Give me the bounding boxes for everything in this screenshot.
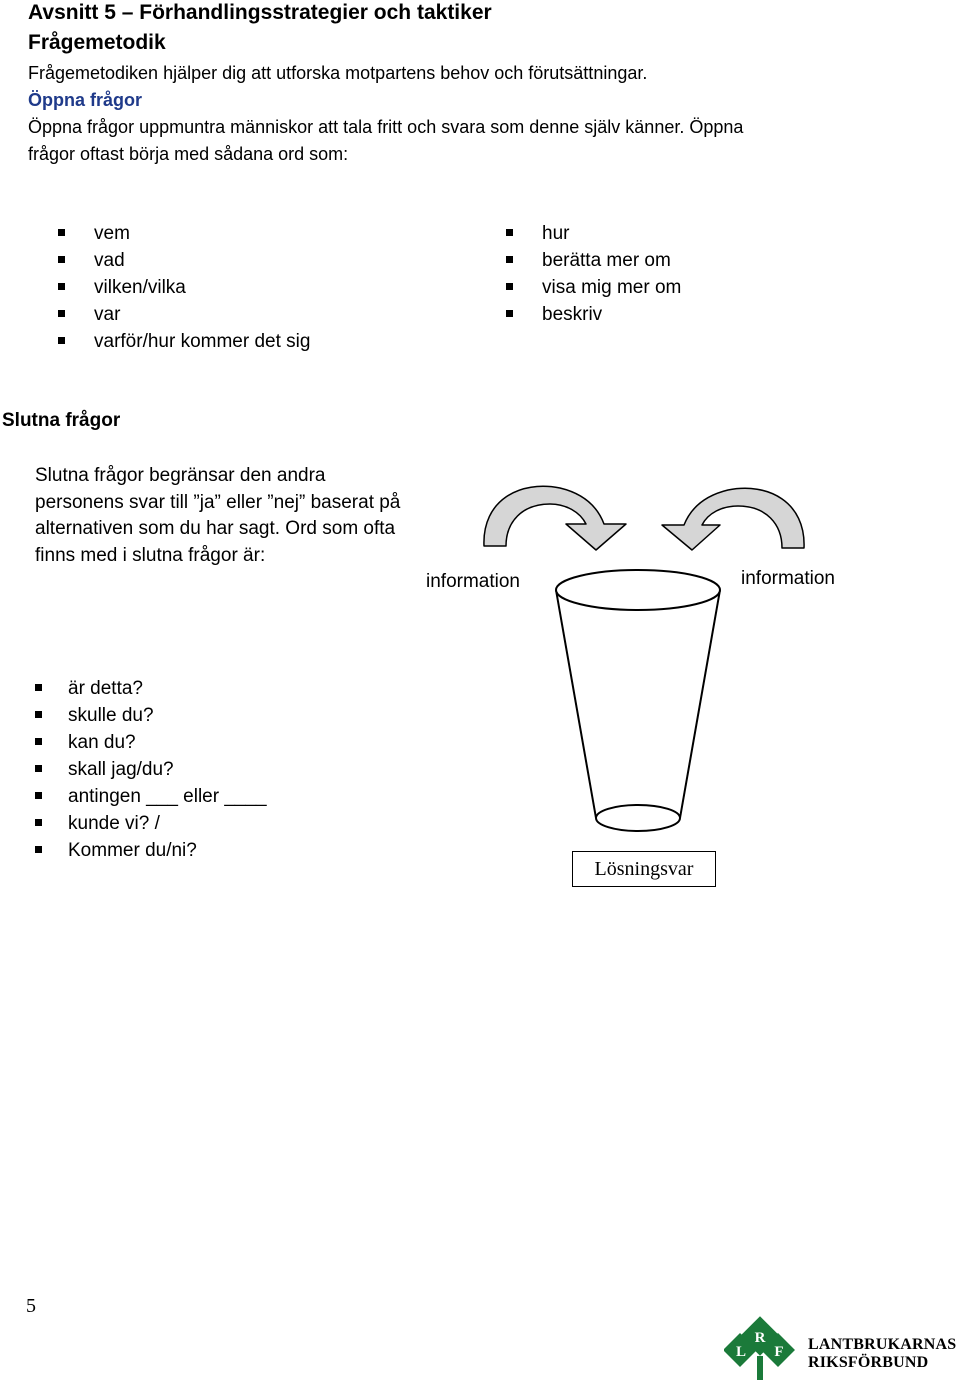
list-item: kunde vi? / xyxy=(34,810,267,837)
logo-letter-l: L xyxy=(735,1344,747,1360)
list-item: vilken/vilka xyxy=(58,274,310,301)
list-item: vem xyxy=(58,220,310,247)
open-questions-list-left xyxy=(58,220,310,355)
closed-questions-text: Slutna frågor begränsar den andra personens svar till ”ja” eller ”nej” baserat på alternativen som du har sagt. Ord som ofta finns med i slutna frågor är: xyxy=(35,465,401,566)
input-label-right: information xyxy=(741,568,835,589)
open-questions-text-1: Öppna frågor uppmuntra människor att tala fritt och svara som denne själv känner. Öppna xyxy=(28,117,744,137)
curved-arrow-left-icon xyxy=(484,486,626,550)
list-item: hur xyxy=(506,220,681,247)
funnel-diagram xyxy=(470,470,820,840)
list-item: var xyxy=(58,301,310,328)
list-item: beskriv xyxy=(506,301,681,328)
funnel-icon xyxy=(556,570,720,831)
input-label-left: information xyxy=(426,571,520,592)
list-item: antingen ___ eller ____ xyxy=(34,783,267,810)
solution-answer-box xyxy=(572,851,716,887)
list-item: skall jag/du? xyxy=(34,756,267,783)
open-questions-list-right xyxy=(506,220,681,328)
list-item: Kommer du/ni? xyxy=(34,837,267,864)
logo-text-line2: RIKSFÖRBUND xyxy=(808,1354,929,1371)
closed-questions-list xyxy=(34,675,267,864)
list-item: varför/hur kommer det sig xyxy=(58,328,310,355)
logo-text-line1: LANTBRUKARNAS xyxy=(808,1336,957,1353)
list-item: visa mig mer om xyxy=(506,274,681,301)
list-item: berätta mer om xyxy=(506,247,681,274)
open-questions-text-2: frågor oftast börja med sådana ord som: xyxy=(28,144,349,164)
list-item: kan du? xyxy=(34,729,267,756)
page-number: 5 xyxy=(26,1295,36,1317)
logo-letter-f: F xyxy=(774,1344,784,1360)
intro-text: Frågemetodiken hjälper dig att utforska motpartens behov och förutsättningar. xyxy=(28,63,648,83)
list-item: skulle du? xyxy=(34,702,267,729)
list-item: är detta? xyxy=(34,675,267,702)
lrf-logo-icon xyxy=(724,1316,806,1382)
curved-arrow-right-icon xyxy=(662,488,804,550)
open-questions-heading: Öppna frågor xyxy=(28,90,143,110)
closed-questions-heading: Slutna frågor xyxy=(2,410,121,431)
list-item: vad xyxy=(58,247,310,274)
page-subtitle: Frågemetodik xyxy=(28,31,166,54)
solution-answer-label: Lösningsvar xyxy=(594,857,694,880)
section-title: Avsnitt 5 – Förhandlingsstrategier och taktiker xyxy=(28,1,492,24)
logo-letter-r: R xyxy=(754,1330,766,1346)
